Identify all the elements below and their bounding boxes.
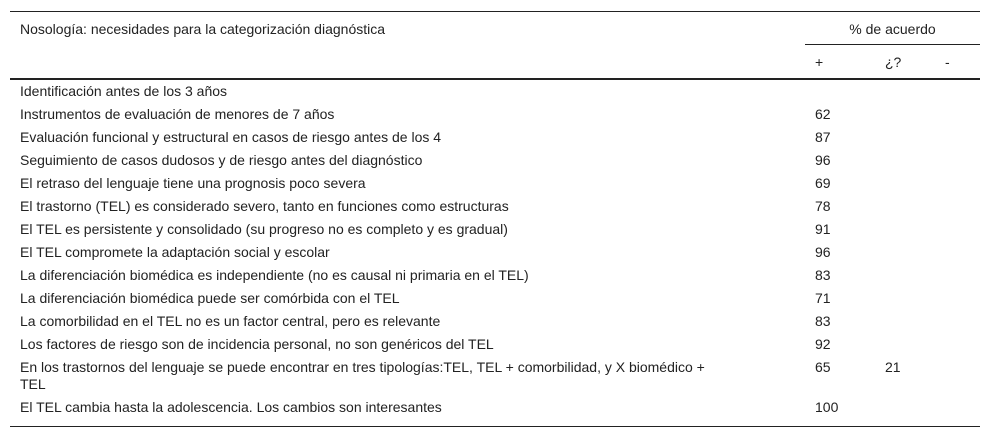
row-label: La diferenciación biomédica puede ser comórbida con el TEL <box>20 290 400 306</box>
value-plus: 83 <box>815 313 831 329</box>
value-plus: 69 <box>815 175 831 191</box>
header-col-plus: + <box>815 54 824 70</box>
value-plus: 91 <box>815 221 831 237</box>
bottom-rule <box>10 426 980 427</box>
table-row <box>10 244 980 261</box>
row-label: El trastorno (TEL) es considerado severo, tanto en funciones como estructuras <box>20 198 509 214</box>
value-plus: 78 <box>815 198 831 214</box>
table-row <box>10 267 980 284</box>
value-plus: 96 <box>815 244 831 260</box>
value-doubt: 21 <box>885 359 901 375</box>
table-row <box>10 106 980 123</box>
row-label: El TEL compromete la adaptación social y escolar <box>20 244 330 260</box>
value-plus: 96 <box>815 152 831 168</box>
row-label: La comorbilidad en el TEL no es un factor central, pero es relevante <box>20 313 441 329</box>
table-row <box>10 221 980 238</box>
row-label: El TEL cambia hasta la adolescencia. Los cambios son interesantes <box>20 399 442 415</box>
table-header <box>10 12 980 78</box>
row-label: La diferenciación biomédica es independiente (no es causal ni primaria en el TEL) <box>20 267 529 283</box>
table-row <box>10 313 980 330</box>
header-title: Nosología: necesidades para la categorización diagnóstica <box>20 21 386 37</box>
table-row <box>10 290 980 307</box>
consensus-table <box>10 11 980 427</box>
header-col-doubt: ¿? <box>885 54 902 70</box>
header-col-minus: - <box>945 54 950 70</box>
row-label: El retraso del lenguaje tiene una prognosis poco severa <box>20 175 366 191</box>
value-plus: 71 <box>815 290 831 306</box>
table-row <box>10 83 980 100</box>
table-row <box>10 336 980 353</box>
table-row <box>10 359 980 393</box>
value-plus: 65 <box>815 359 831 375</box>
header-agreement-group: % de acuerdo <box>849 21 936 37</box>
row-label: Los factores de riesgo son de incidencia personal, no son genéricos del TEL <box>20 336 494 352</box>
row-label: Seguimiento de casos dudosos y de riesgo antes del diagnóstico <box>20 152 423 168</box>
header-group-rule <box>805 44 980 45</box>
value-plus: 92 <box>815 336 831 352</box>
table-row <box>10 129 980 146</box>
row-label: En los trastornos del lenguaje se puede encontrar en tres tipologías:TEL, TEL + comorbilidad, y X biomédico + TEL <box>20 359 705 392</box>
table-row <box>10 399 980 416</box>
value-plus: 83 <box>815 267 831 283</box>
table-body <box>10 80 980 426</box>
row-label: Instrumentos de evaluación de menores de 7 años <box>20 106 335 122</box>
table-row <box>10 152 980 169</box>
value-plus: 100 <box>815 399 839 415</box>
row-label: El TEL es persistente y consolidado (su progreso no es completo y es gradual) <box>20 221 508 237</box>
value-plus: 62 <box>815 106 831 122</box>
value-plus: 87 <box>815 129 831 145</box>
table-row <box>10 175 980 192</box>
row-label: Evaluación funcional y estructural en casos de riesgo antes de los 4 <box>20 129 442 145</box>
row-label: Identificación antes de los 3 años <box>20 83 228 99</box>
table-row <box>10 198 980 215</box>
